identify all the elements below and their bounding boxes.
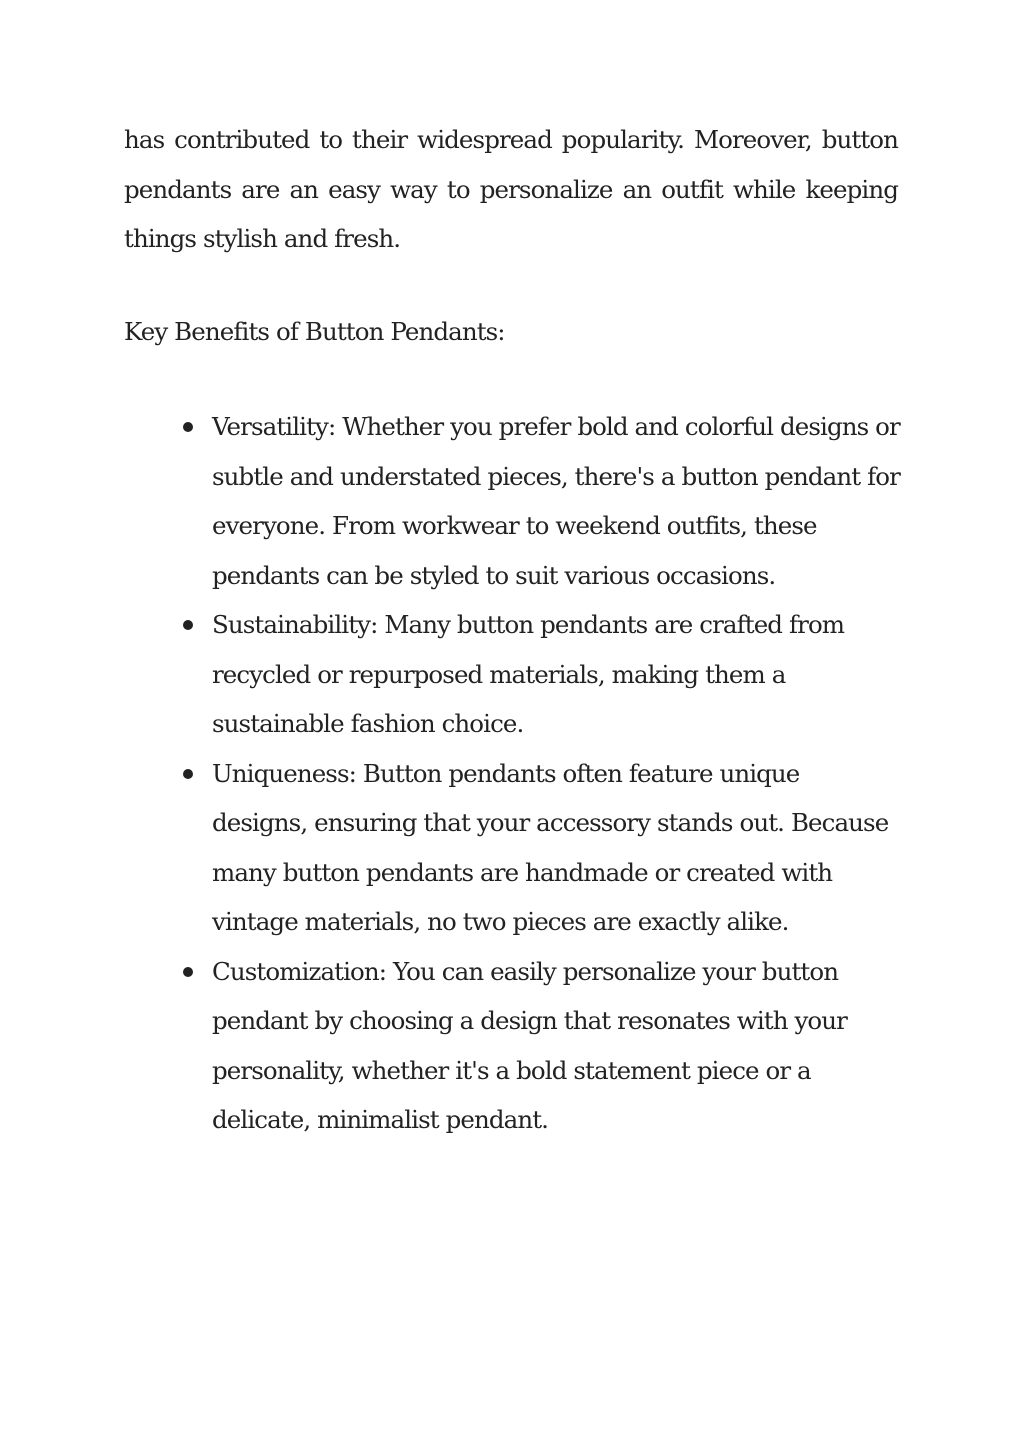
benefits-list	[180, 402, 900, 1145]
list-item-text: Sustainability: Many button pendants are crafted from recycled or repurposed materials, making them a sustainable fashion choice.	[212, 610, 845, 738]
bullet-icon	[183, 967, 193, 977]
list-item-versatility	[180, 402, 900, 600]
list-item-sustainability	[180, 600, 900, 749]
bullet-icon	[183, 769, 193, 779]
list-item-text: Customization: You can easily personalize your button pendant by choosing a design that resonates with your personality, whether it's a bold statement piece or a delicate, minimalist pendant.	[212, 956, 847, 1134]
bullet-icon	[183, 422, 193, 432]
list-item-text: Versatility: Whether you prefer bold and colorful designs or subtle and understated pieces, there's a button pendant for everyone. From workwear to weekend outfits, these pendants can be styled to suit various occasions.	[212, 412, 900, 590]
list-item-customization	[180, 947, 900, 1145]
section-heading: Key Benefits of Button Pendants:	[124, 317, 505, 346]
list-item-text: Uniqueness: Button pendants often feature unique designs, ensuring that your accessory stands out. Because many button pendants are handmade or created with vintage materials, no two pieces are exactly alike.	[212, 758, 889, 936]
intro-paragraph: has contributed to their widespread popularity. Moreover, button pendants are an easy way to personalize an outfit while keeping things stylish and fresh.	[124, 125, 898, 253]
list-item-uniqueness	[180, 749, 900, 947]
bullet-icon	[183, 620, 193, 630]
